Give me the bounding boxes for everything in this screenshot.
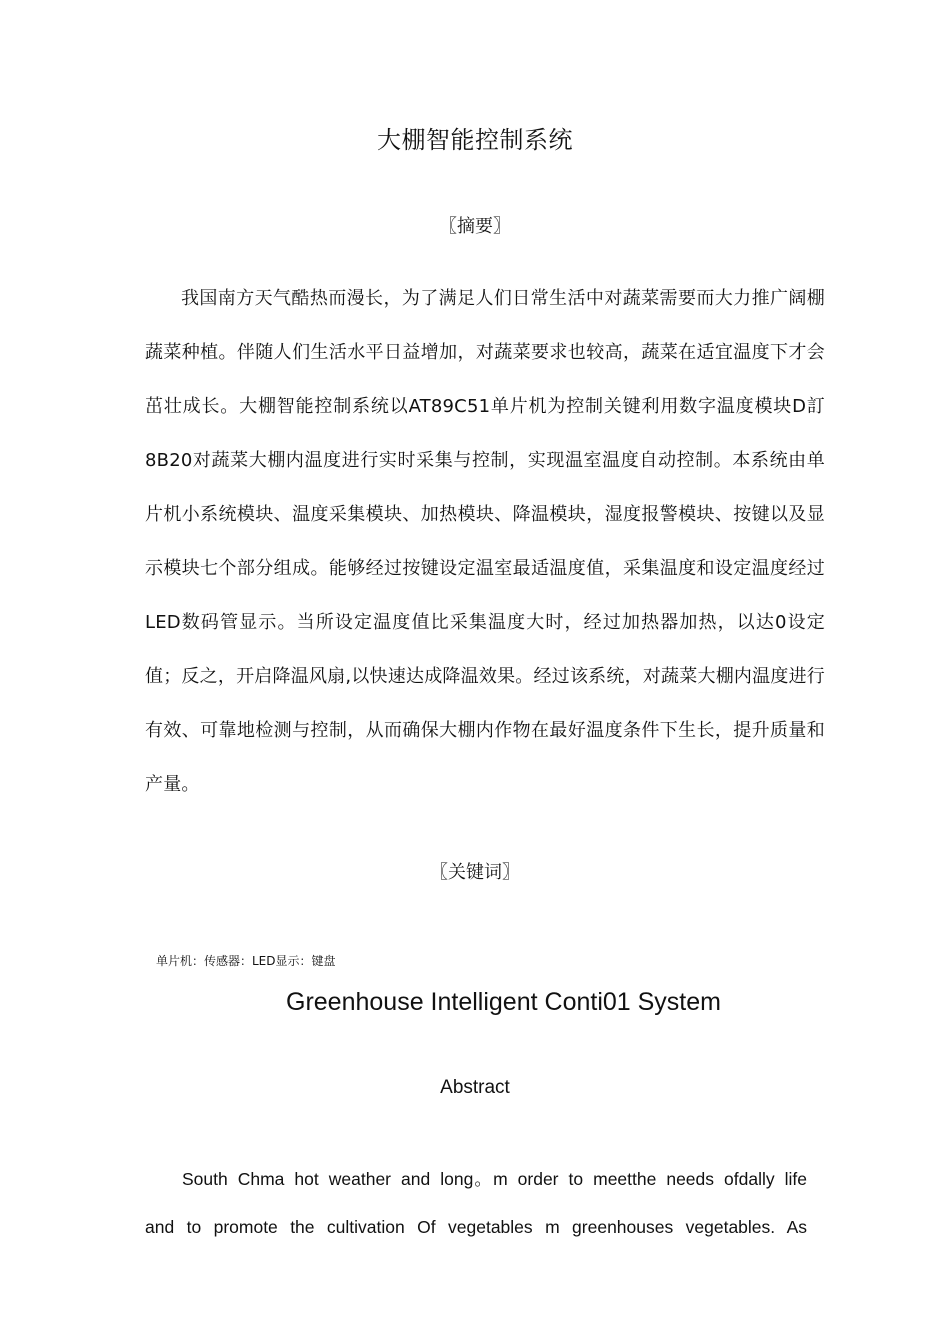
abstract-body-chinese: 我国南方天气酷热而漫长，为了满足人们日常生活中对蔬菜需要而大力推广阔棚蔬菜种植。伴随人们生活水平日益增加，对蔬菜要求也较高，蔬菜在适宜温度下才会茁壮成长。大棚智能控制系统以AT89C51单片机为控制关键利用数字温度模块D訂8B20对蔬菜大棚内温度进行实时采集与控制，实现温室温度自动控制。本系统由单片机小系统模块、温度采集模块、加热模块、降温模块，湿度报警模块、按键以及显示模块七个部分组成。能够经过按键设定温室最适温度值，采集温度和设定温度经过LED数码管显示。当所设定温度值比采集温度大时，经过加热器加热，以达0设定值；反之，开启降温风扇,以快速达成降温效果。经过该系统，对蔬菜大棚内温度进行有效、可靠地检测与控制，从而确保大棚内作物在最好温度条件下生长，提升质量和产量。 xyxy=(145,288,825,795)
document-title-chinese: 大棚智能控制系统 xyxy=(377,126,573,154)
abstract-body-english: South Chma hot weather and long。m order to meetthe needs ofdally life and to promote the cultivation Of vegetables m greenhouses vegetables. As xyxy=(145,1169,807,1237)
abstract-heading-english: Abstract xyxy=(440,1077,510,1098)
abstract-heading-chinese: 〖摘要〗 xyxy=(439,216,511,237)
keywords-heading-chinese: 〖关键词〗 xyxy=(430,862,520,883)
document-title-english: Greenhouse Intelligent Conti01 System xyxy=(286,988,721,1016)
keywords-list-chinese: 单片机：传感器：LED显示：键盘 xyxy=(156,954,336,968)
